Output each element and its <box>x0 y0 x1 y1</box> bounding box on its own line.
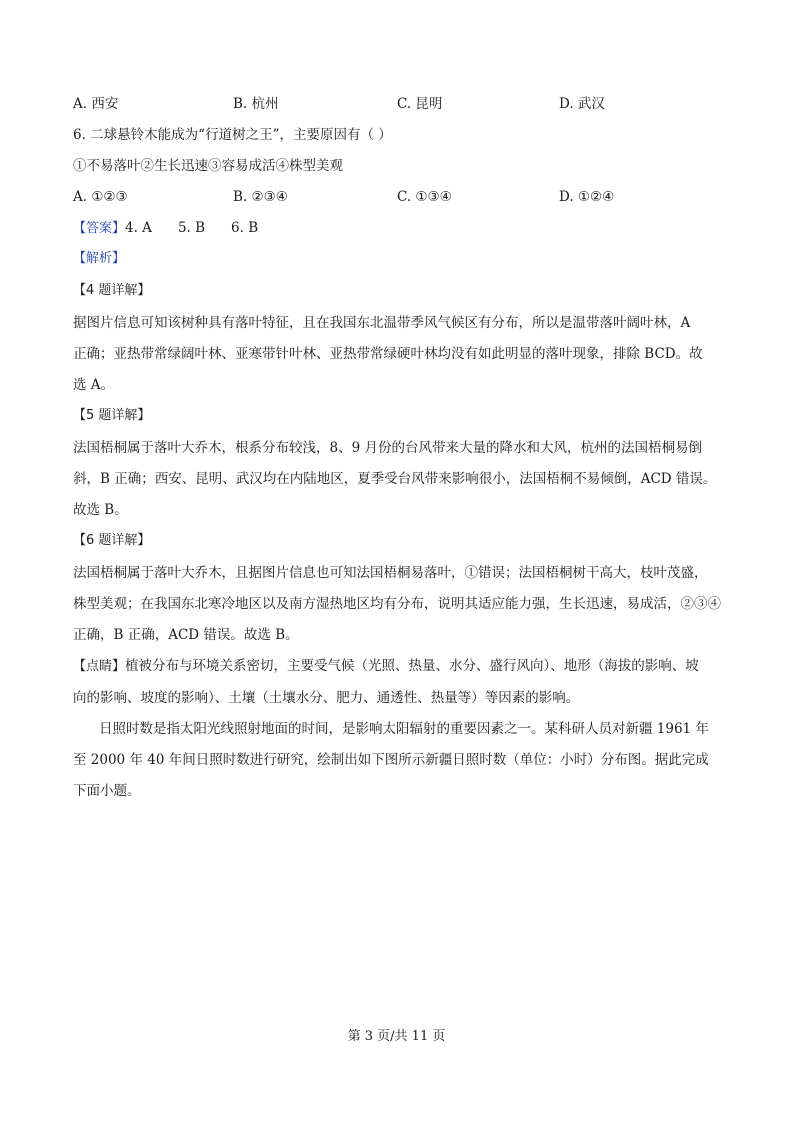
option-b: B. 杭州 <box>233 96 279 112</box>
q6-option-c: C. ①③④ <box>397 189 452 205</box>
answer-5: 5. B <box>177 220 206 236</box>
intro-line: 下面小题。 <box>73 783 141 799</box>
q5-detail-line: 斜，B 正确；西安、昆明、武汉均在内陆地区，夏季受台风带来影响很小，法国梧桐不易倾倒，ACD 错误。 <box>73 471 717 487</box>
q6-detail-line: 法国梧桐属于落叶大乔木，且据图片信息也可知法国梧桐易落叶，①错误；法国梧桐树干高大，枝叶茂盛， <box>73 565 708 581</box>
key-point-line-2: 向的影响、坡度的影响）、土壤（土壤水分、肥力、通透性、热量等）等因素的影响。 <box>73 690 580 706</box>
q6-option-d: D. ①②④ <box>559 189 615 205</box>
answer-4: 4. A <box>125 220 152 236</box>
q5-detail-line: 故选 B。 <box>73 502 128 518</box>
page-footer: 第 3 页/共 11 页 <box>347 1029 446 1044</box>
analysis-label: 【解析】 <box>73 251 126 266</box>
option-a: A. 西安 <box>73 96 119 112</box>
q6-detail-line: 株型美观；在我国东北寒冷地区以及南方湿热地区均有分布，说明其适应能力强，生长迅速，易成活，②③④ <box>73 596 721 612</box>
option-d: D. 武汉 <box>559 96 605 112</box>
q4-detail-line: 正确；亚热带常绿阔叶林、亚寒带针叶林、亚热带常绿硬叶林均没有如此明显的落叶现象，排除 BCD。故 <box>73 346 703 362</box>
q6-option-a: A. ①②③ <box>73 189 128 205</box>
question-6-items: ①不易落叶②生长迅速③容易成活④株型美观 <box>73 158 343 174</box>
option-c: C. 昆明 <box>397 96 443 112</box>
intro-line: 至 2000 年 40 年间日照时数进行研究，绘制出如下图所示新疆日照时数（单位：小时）分布图。据此完成 <box>73 752 709 768</box>
answer-6: 6. B <box>231 220 259 236</box>
q6-detail-heading: 【6 题详解】 <box>73 533 151 548</box>
intro-line: 日照时数是指太阳光线照射地面的时间，是影响太阳辐射的重要因素之一。某科研人员对新疆 1961 年 <box>99 721 709 737</box>
answer-label: 【答案】 <box>73 221 126 236</box>
q6-option-b: B. ②③④ <box>233 189 288 205</box>
q4-detail-line: 选 A。 <box>73 377 115 393</box>
q4-detail-heading: 【4 题详解】 <box>73 283 151 298</box>
answer-line <box>73 218 258 239</box>
q5-detail-heading: 【5 题详解】 <box>73 408 151 423</box>
key-point-label: 【点睛】 <box>73 659 126 674</box>
question-6-stem: 6. 二球悬铃木能成为“行道树之王”，主要原因有（ ） <box>73 127 392 143</box>
q4-detail-line: 据图片信息可知该树种具有落叶特征，且在我国东北温带季风气候区有分布，所以是温带落叶阔叶林，A <box>73 315 691 331</box>
q6-detail-line: 正确，B 正确，ACD 错误。故选 B。 <box>73 627 299 643</box>
key-point-text: 植被分布与环境关系密切，主要受气候（光照、热量、水分、盛行风向）、地形（海拔的影响、坡 <box>125 658 699 674</box>
key-point-line <box>73 656 699 677</box>
q5-detail-line: 法国梧桐属于落叶大乔木，根系分布较浅，8、9 月份的台风带来大量的降水和大风，杭州的法国梧桐易倒 <box>73 440 702 456</box>
